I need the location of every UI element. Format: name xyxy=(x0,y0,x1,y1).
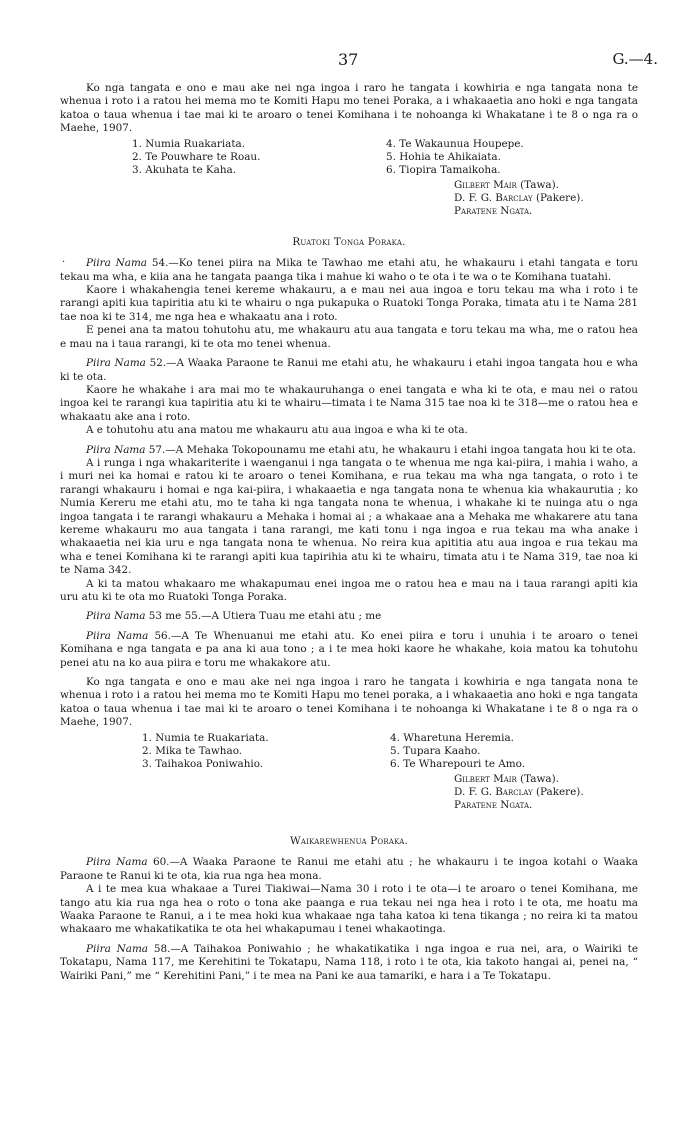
signature-line xyxy=(454,786,638,799)
appeal-paragraph: Piira Nama 56.—A Te Whenuanui me etahi atu. Ko enei piira e toru i unuhia i te aroaro o tenei Komihana e nga tangata e pa ana ki aua tono ; a i te mea hoki kaore he whakahe, koia matou ka tohutohu penei atu na ko aua piira e toru me whakakore atu. xyxy=(60,629,638,669)
body-paragraph: E penei ana ta matou tohutohu atu, me whakauru atu aua tangata e toru tekau ma wha, me o ratou hea e mau na i taua rarangi, ki te ota mo tenei whenua. xyxy=(60,324,638,350)
page-number: 37 xyxy=(338,50,359,69)
appeal-paragraph: Piira Nama 57.—A Mehaka Tokopounamu me etahi atu, he whakauru i etahi ingoa tangata hou ki te ota. xyxy=(86,443,636,456)
signatory-note: (Pakere). xyxy=(532,786,584,799)
appeal-label: Piira Nama xyxy=(86,856,148,869)
signature-line xyxy=(454,192,638,205)
appeal-label: Piira Nama xyxy=(86,443,146,456)
signatory-note: . xyxy=(529,205,533,218)
appeal-label: Piira Nama xyxy=(86,629,149,642)
document-reference: G.—4. xyxy=(612,50,658,68)
body-paragraph: A i te mea kua whakaae a Turei Tiakiwai—Nama 30 i roto i te ota—i te aroaro o tenei Komihana, me tango atu kia rua nga hea o roto o tona ake paanga e rua tekau nei nga hea i roto i te ota, me hoatu ma Waaka Paraone te Ranui, a i te mea hoki kua whakaae nga taha katoa ki tena tikanga ; no reira ki ta matou whakaaro me whakatikatika te ota hei whakapumau i tenei whakaotinga. xyxy=(60,883,638,936)
appeal-paragraph: Piira Nama 60.—A Waaka Paraone te Ranui me etahi atu ; he whakauru i te ingoa kotahi o Waaka Paraone te Ranui ki te ota, kia rua nga hea mona. xyxy=(60,856,639,882)
body-paragraph: A i runga i nga whakariterite i waenganui i nga tangata o te whenua me nga kai-piira, i mahia i waho, a i muri nei ka homai e ratou ki te aroaro o tenei Komihana, e rua tekau ma wha nga tangata, o roto i te rarangi whakauru i homai e nga kai-piira, i whakaaetia e nga tangata nona te whenua kia whakaurutia ; ko Numia Kereru me etahi atu, mo te taha ki nga tangata nona te whenua, i whakahe ki te nuinga atu o nga ingoa tangata i te rarangi whakauru a Mehaka i homai ai ; a whakaae ana a Mehaka me whakarere atu tana kereme whakauru mo aua tangata i tana rarangi, me kati tonu i nga ingoa e rua tekau ma wha anake i whakaaetia nei kia uru e nga tangata nona te whenua. No reira kua apititia atu aua ingoa e rua tekau ma wha e tenei Komihana ki te rarangi apiti kua tapirihia atu ki te whairu, timata atu i te Nama 319, tae noa ki te Nama 342. xyxy=(60,456,638,577)
stray-mark: · xyxy=(62,257,66,268)
committee-member: 2. Mika te Tawhao. xyxy=(142,745,243,758)
appeal-label: Piira Nama xyxy=(86,610,146,623)
body-paragraph: A e tohutohu atu ana matou me whakauru atu aua ingoa e wha ki te ota. xyxy=(86,424,468,437)
signatory-name: Paratene Ngata xyxy=(454,205,530,218)
body-paragraph: Ko nga tangata e ono e mau ake nei nga ingoa i raro he tangata i kowhiria e nga tangata nona te whenua i roto i a ratou hei mema mo te Komiti Hapu mo tenei poraka, a i whakaaetia ano hoki e nga tangata katoa o taua whenua i tae mai ki te aroaro o tenei Komihana i te nohoanga ki Whakatane i te 8 o nga ra o Maehe, 1907. xyxy=(60,676,638,729)
committee-member: 5. Tupara Kaaho. xyxy=(390,745,481,758)
committee-member: 1. Numia Ruakariata. xyxy=(132,137,246,150)
committee-member: 4. Wharetuna Heremia. xyxy=(390,731,514,744)
appeal-paragraph: Piira Nama 52.—A Waaka Paraone te Ranui me etahi atu, he whakauru i etahi ingoa tangata hou e wha ki te ota. xyxy=(60,357,638,383)
committee-member: 5. Hohia te Ahikaiata. xyxy=(386,151,501,164)
signatory-name: Gilbert Mair xyxy=(454,772,517,785)
signature-block-2 xyxy=(454,773,638,813)
appeal-paragraph: Piira Nama 58.—A Taihakoa Poniwahio ; he whakatikatika i nga ingoa e rua nei, ara, o Wairiki te Tokatapu, Nama 117, me Kerehitini te Tokatapu, Nama 118, i roto i te ota, kia takoto hangai ai, penei na, “ Wairiki Pani,” me “ Kerehitini Pani,” i te mea na Pani ke aua tamariki, e hara i a Te Tokatapu. xyxy=(60,942,639,982)
page-header xyxy=(0,50,700,70)
signatory-note: (Pakere). xyxy=(532,192,584,205)
committee-member: 3. Taihakoa Poniwahio. xyxy=(142,758,264,771)
body-paragraph: A ki ta matou whakaaro me whakapumau enei ingoa me o ratou hea e mau na i taua rarangi apiti kia uru atu ki te ota mo Ruatoki Tonga Poraka. xyxy=(60,577,638,603)
signatory-name: Paratene Ngata xyxy=(454,799,530,812)
body-paragraph: Kaore i whakahengia tenei kereme whakauru, a e mau nei aua ingoa e toru tekau ma wha i roto i te rarangi apiti kua tapiritia atu ki te whairu o nga pukapuka o Ruatoki Tonga Poraka, timata atu i te Nama 281 tae noa ki te 314, me nga hea e whakaatu ana i roto. xyxy=(60,284,638,323)
appeal-paragraph: Piira Nama 53 me 55.—A Utiera Tuau me etahi atu ; me xyxy=(86,610,382,623)
section-heading: Waikarewhenua Poraka. xyxy=(289,834,409,847)
signatory-name: D. F. G. Barclay xyxy=(454,786,533,799)
signature-line xyxy=(454,773,638,786)
committee-member: 3. Akuhata te Kaha. xyxy=(132,164,237,177)
section-heading: Ruatoki Tonga Poraka. xyxy=(292,235,406,248)
committee-member: 4. Te Wakaunua Houpepe. xyxy=(386,137,524,150)
committee-member: 6. Te Wharepouri te Amo. xyxy=(390,758,526,771)
committee-list-right xyxy=(386,138,524,178)
signature-line xyxy=(454,205,638,218)
appeal-label: Piira Nama xyxy=(86,257,147,270)
committee-list-left xyxy=(132,138,260,178)
intro-paragraph: Ko nga tangata e ono e mau ake nei nga ingoa i raro he tangata i kowhiria e nga tangata nona te whenua i roto i a ratou hei mema mo te Komiti Hapu mo tenei Poraka, a i whakaaetia ano hoki e nga tangata katoa o taua whenua i tae mai ki te aroaro o tenei Komihana i te nohoanga ki Whakatane i te 8 o nga ra o Maehe, 1907. xyxy=(60,82,638,135)
signature-line xyxy=(454,179,638,192)
signature-block-1 xyxy=(454,179,638,219)
document-body xyxy=(60,82,638,983)
committee-list-2 xyxy=(60,732,638,773)
appeal-paragraph: Piira Nama 54.—Ko tenei piira na Mika te Tawhao me etahi atu, he whakauru i etahi tangata e toru tekau ma wha, e kiia ana he tangata paanga tika i mahue ki waho o te ota i te wa o te Komihana tuatahi. xyxy=(60,257,639,283)
committee-list-left xyxy=(142,732,269,772)
signatory-note: (Tawa). xyxy=(516,772,559,785)
appeal-label: Piira Nama xyxy=(86,357,146,370)
committee-member: 6. Tiopira Tamaikoha. xyxy=(386,164,501,177)
committee-list-1 xyxy=(60,138,638,179)
committee-member: 2. Te Pouwhare te Roau. xyxy=(132,151,261,164)
signatory-note: (Tawa). xyxy=(516,178,559,191)
appeal-label: Piira Nama xyxy=(86,942,148,955)
signatory-name: Gilbert Mair xyxy=(454,178,517,191)
signatory-name: D. F. G. Barclay xyxy=(454,192,533,205)
committee-member: 1. Numia te Ruakariata. xyxy=(142,731,269,744)
body-paragraph: Kaore he whakahe i ara mai mo te whakauruhanga o enei tangata e wha ki te ota, e mau nei o ratou ingoa kei te rarangi kua tapiritia atu ki te whairu—timata i te Nama 315 tae noa ki te 318—me o ratou hea e whakaatu ake ana i roto. xyxy=(60,383,638,423)
committee-list-right xyxy=(390,732,525,772)
signature-line xyxy=(454,799,638,812)
signatory-note: . xyxy=(529,799,533,812)
